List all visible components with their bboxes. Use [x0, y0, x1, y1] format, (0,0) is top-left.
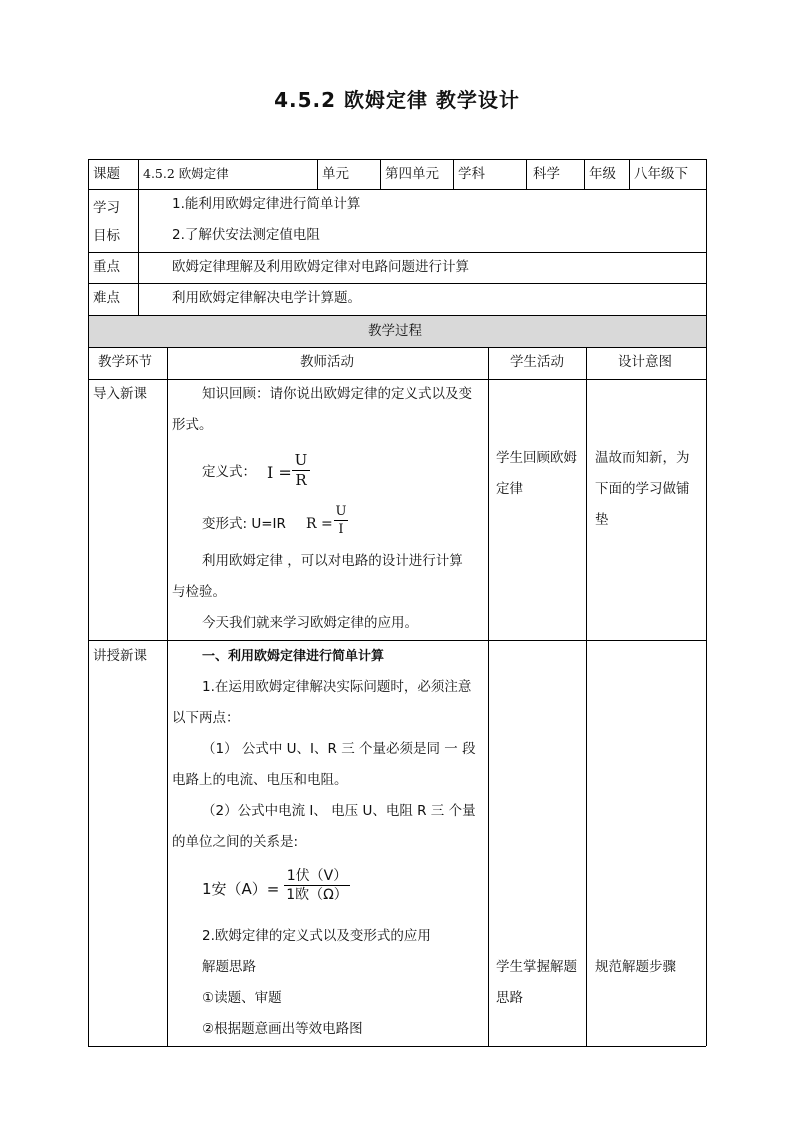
- intro-intent-line1: 温故而知新，为: [595, 450, 690, 466]
- intro-student-line1: 学生回顾欧姆: [496, 450, 577, 466]
- table-border: [88, 1046, 706, 1047]
- table-border: [317, 159, 318, 189]
- column-header-student: 学生活动: [510, 354, 564, 370]
- intro-teacher-line5: 今天我们就来学习欧姆定律的应用。: [202, 615, 418, 631]
- lecture-p7: ②根据题意画出等效电路图: [202, 1021, 363, 1037]
- intro-teacher-line3: 利用欧姆定律 ，可以对电路的设计进行计算: [202, 553, 463, 569]
- intro-teacher-line2: 形式。: [172, 417, 213, 433]
- variant-lhs: R =: [306, 516, 333, 532]
- variant-numerator: U: [335, 504, 347, 519]
- column-header-teacher: 教师活动: [300, 354, 354, 370]
- column-header-intent: 设计意图: [618, 354, 672, 370]
- lecture-p5: 解题思路: [202, 959, 256, 975]
- goals-label-line2: 目标: [93, 228, 120, 244]
- table-border: [88, 159, 89, 1046]
- definition-label: 定义式：: [202, 464, 256, 480]
- lecture-p2-line1: （1） 公式中 U、I、R 三 个量必须是同 一 段: [202, 741, 476, 757]
- unit-formula-fraction: [284, 869, 350, 902]
- variant-denominator: I: [338, 522, 344, 537]
- lecture-stage: 讲授新课: [93, 648, 147, 664]
- table-border: [138, 189, 139, 315]
- variant-fraction: [334, 505, 348, 536]
- table-border: [453, 159, 454, 189]
- table-border: [88, 640, 706, 641]
- keti-label: 课题: [93, 166, 120, 182]
- fraction-bar: [334, 520, 348, 521]
- unit-formula-denominator: 1欧（Ω）: [286, 887, 348, 903]
- table-border: [88, 252, 706, 253]
- table-border: [88, 379, 706, 380]
- lecture-p1-line2: 以下两点：: [172, 710, 240, 726]
- lecture-p4: 2.欧姆定律的定义式以及变形式的应用: [202, 928, 431, 944]
- difficulty-text: 利用欧姆定律解决电学计算题。: [172, 290, 361, 306]
- lecture-p3-line2: 的单位之间的关系是:: [172, 834, 299, 850]
- intro-teacher-line1: 知识回顾：请你说出欧姆定律的定义式以及变: [202, 386, 472, 402]
- table-border: [88, 189, 706, 190]
- lecture-p6: ①读题、审题: [202, 990, 282, 1006]
- danyuan-value: 第四单元: [385, 166, 439, 182]
- process-header: 教学过程: [368, 323, 422, 339]
- lecture-p3-line1: （2）公式中电流 I、 电压 U、电阻 R 三 个量: [202, 803, 476, 819]
- intro-intent-line2: 下面的学习做铺: [595, 481, 690, 497]
- intro-student-line2: 定律: [496, 481, 523, 497]
- table-border: [488, 347, 489, 1046]
- table-border: [138, 159, 139, 189]
- difficulty-label: 难点: [93, 290, 120, 306]
- table-border: [88, 159, 706, 160]
- table-border: [380, 159, 381, 189]
- table-border: [586, 347, 587, 1046]
- lecture-p1-line1: 1.在运用欧姆定律解决实际问题时，必须注意: [202, 679, 472, 695]
- intro-intent-line3: 垫: [595, 512, 609, 528]
- nianji-label: 年级: [589, 166, 616, 182]
- lecture-student-line1: 学生掌握解题: [496, 959, 577, 975]
- lecture-p2-line2: 电路上的电流、电压和电阻。: [172, 772, 348, 788]
- goal-item-2: 2.了解伏安法测定值电阻: [172, 227, 320, 243]
- xueke-value: 科学: [533, 166, 560, 182]
- goals-label-line1: 学习: [93, 200, 120, 216]
- table-border: [706, 159, 707, 1046]
- unit-formula-numerator: 1伏（V）: [286, 868, 348, 884]
- keti-value: 4.5.2 欧姆定律: [143, 166, 229, 181]
- nianji-value: 八年级下: [634, 166, 688, 182]
- table-border: [88, 315, 706, 316]
- definition-fraction: [292, 453, 310, 488]
- intro-teacher-line4: 与检验。: [172, 584, 226, 600]
- definition-numerator: U: [294, 451, 308, 469]
- table-border: [526, 159, 527, 189]
- definition-lhs: I =: [267, 463, 292, 482]
- table-border: [584, 159, 585, 189]
- document-title: 4.5.2 欧姆定律 教学设计: [274, 88, 520, 112]
- lecture-student-line2: 思路: [496, 990, 523, 1006]
- variant-label: 变形式: U=IR: [202, 516, 286, 532]
- key-point-label: 重点: [93, 259, 120, 275]
- table-border: [167, 347, 168, 1046]
- table-border: [88, 283, 706, 284]
- lecture-intent: 规范解题步骤: [595, 959, 676, 975]
- table-border: [88, 347, 706, 348]
- intro-stage: 导入新课: [93, 386, 147, 402]
- unit-formula-lhs: 1安（A）=: [202, 880, 280, 898]
- key-point-text: 欧姆定律理解及利用欧姆定律对电路问题进行计算: [172, 259, 469, 275]
- xueke-label: 学科: [458, 166, 485, 182]
- fraction-bar: [284, 885, 350, 886]
- column-header-stage: 教学环节: [98, 354, 152, 370]
- definition-denominator: R: [295, 471, 307, 489]
- danyuan-label: 单元: [322, 166, 349, 182]
- lecture-heading: 一、利用欧姆定律进行简单计算: [202, 649, 385, 664]
- table-border: [629, 159, 630, 189]
- goal-item-1: 1.能利用欧姆定律进行简单计算: [172, 196, 361, 212]
